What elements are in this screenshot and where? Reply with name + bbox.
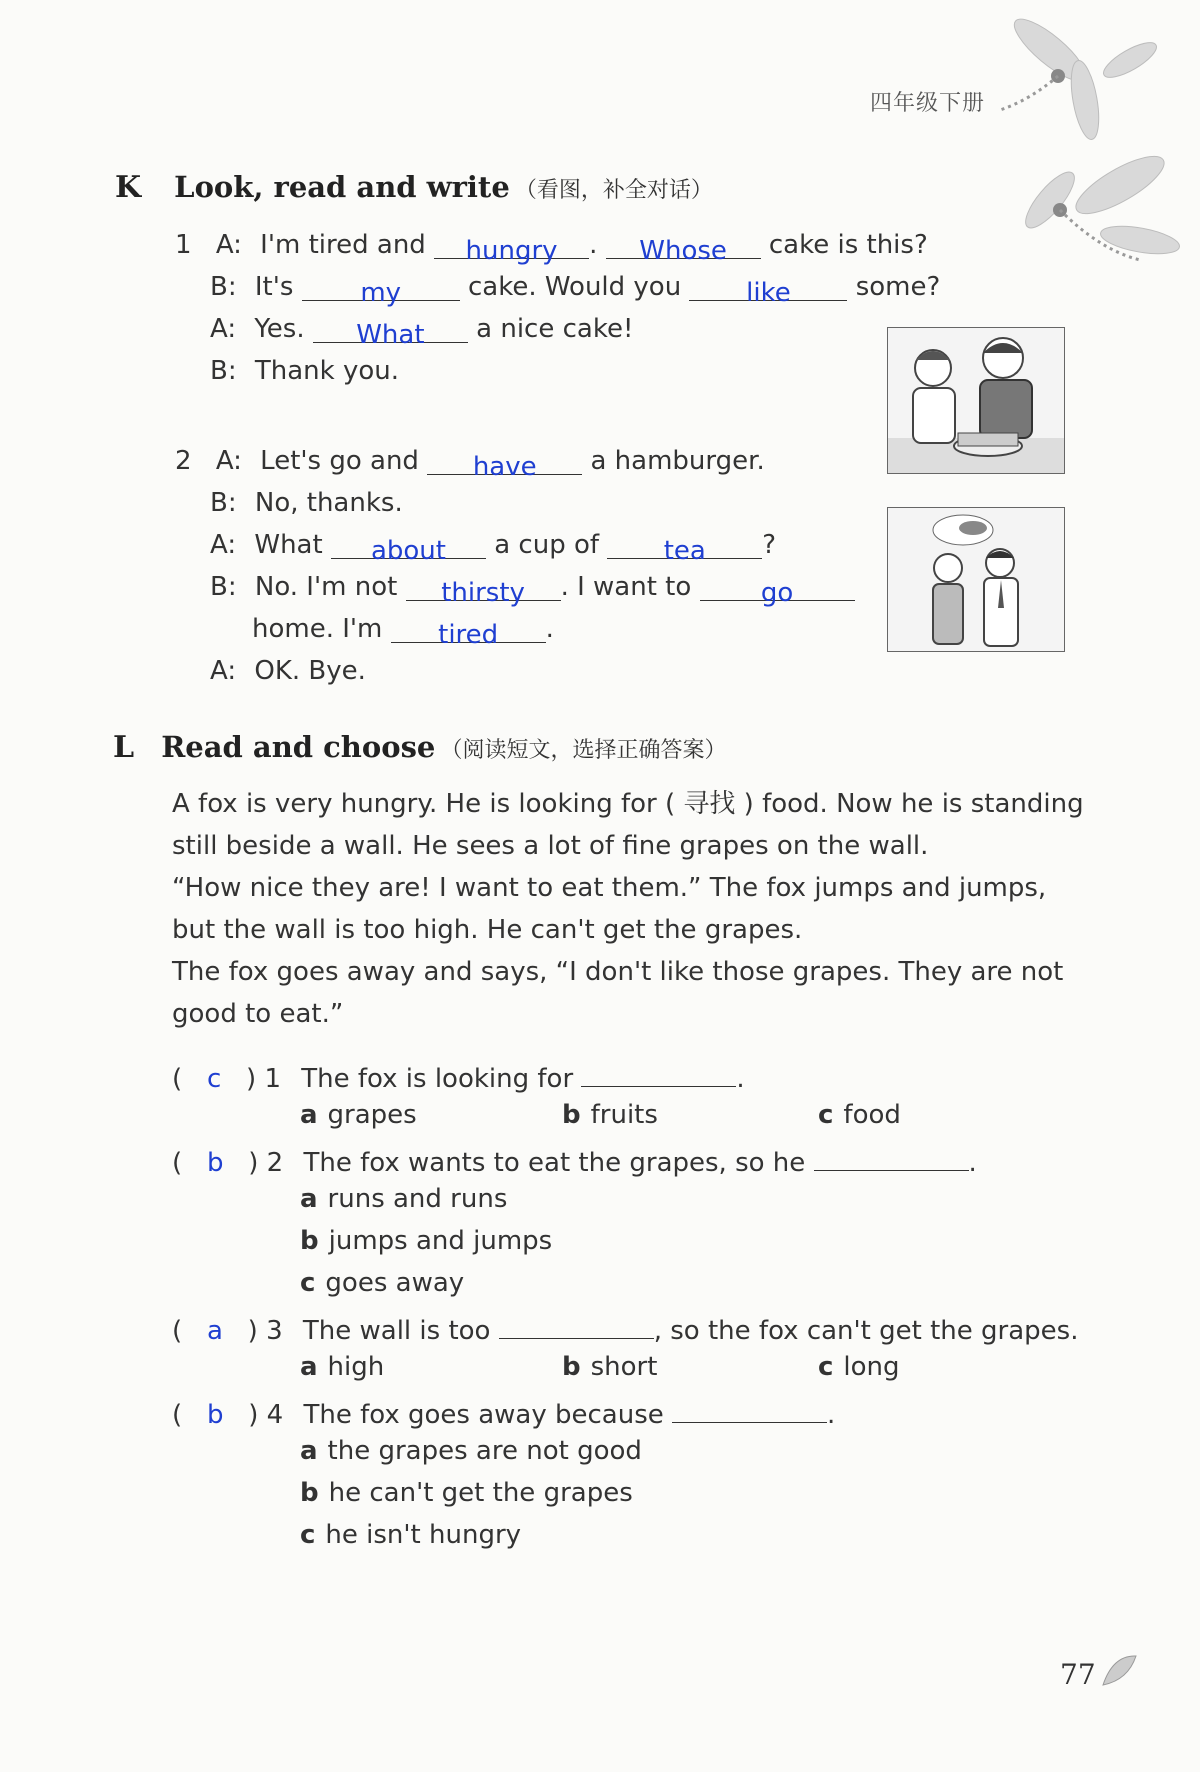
answer-blank[interactable]: [606, 230, 761, 266]
option-text: grapes: [327, 1100, 417, 1130]
answer-choice: b: [206, 1148, 224, 1178]
speaker-label: B:: [210, 356, 237, 386]
dialogue2-line3: [210, 530, 777, 566]
option-text: he isn't hungry: [325, 1520, 522, 1550]
section-l-heading: [113, 730, 726, 765]
section-l-title: Read and choose: [161, 730, 436, 764]
question-blank: [581, 1058, 736, 1087]
question-number: 1: [264, 1064, 281, 1094]
option-letter: c: [818, 1352, 834, 1382]
speaker-label: A:: [215, 230, 242, 260]
dialogue2-line4: [210, 572, 855, 608]
dialogue-text: cake is this?: [768, 230, 928, 260]
option-text: short: [590, 1352, 658, 1382]
answer-text: about: [370, 536, 446, 566]
passage-line: The fox goes away and says, “I don't like those grapes. They are not: [172, 957, 1064, 987]
question-3: [172, 1310, 1078, 1346]
dialogue-text: a nice cake!: [476, 314, 634, 344]
option-b[interactable]: [562, 1352, 657, 1382]
answer-blank[interactable]: [302, 272, 460, 308]
question-text: The wall is too: [302, 1316, 491, 1346]
answer-choice: c: [206, 1064, 222, 1094]
answer-blank[interactable]: [689, 272, 847, 308]
answer-text: go: [760, 578, 794, 608]
answer-choice: a: [206, 1316, 223, 1346]
option-a[interactable]: [300, 1184, 507, 1214]
question-4: [172, 1394, 835, 1430]
reading-passage: [172, 783, 1084, 1035]
passage-line: A fox is very hungry. He is looking for ( 寻找 ) food. Now he is standing: [172, 789, 1084, 819]
section-l-letter: L: [113, 730, 135, 765]
dialogue-text: some?: [855, 272, 941, 302]
option-text: jumps and jumps: [328, 1226, 553, 1256]
dialogue-text: .: [589, 230, 598, 260]
section-k-subtitle: （看图，补全对话）: [514, 178, 713, 203]
dialogue-text: OK. Bye.: [254, 656, 366, 686]
dialogue-text: No, thanks.: [254, 488, 403, 518]
option-letter: b: [300, 1226, 319, 1256]
section-k-heading: [115, 170, 713, 205]
answer-text: What: [356, 320, 425, 350]
answer-text: thirsty: [441, 578, 525, 608]
question-number: 3: [266, 1316, 283, 1346]
grade-label: 四年级下册: [870, 91, 986, 116]
answer-blank[interactable]: [313, 314, 468, 350]
leaf-decoration-icon: [1098, 1650, 1138, 1690]
dialogue2-line6: [210, 656, 366, 686]
dialogue-text: . I want to: [560, 572, 692, 602]
answer-text: tea: [663, 536, 706, 566]
speaker-label: A:: [210, 530, 237, 560]
dialogue2-line2: [210, 488, 403, 518]
dialogue-text: I'm tired and: [260, 230, 426, 260]
page-number: 77: [1060, 1658, 1096, 1691]
option-a[interactable]: [300, 1100, 417, 1130]
answer-paren[interactable]: ( b ): [172, 1400, 259, 1430]
dialogue-text: .: [545, 614, 554, 644]
dialogue-text: cake. Would you: [467, 272, 682, 302]
cake-illustration: [887, 327, 1065, 474]
dialogue-text: It's: [254, 272, 294, 302]
section-l-subtitle: （阅读短文，选择正确答案）: [440, 738, 727, 763]
option-text: he can't get the grapes: [328, 1478, 633, 1508]
dialogue2-number: 2: [175, 446, 192, 476]
dialogue1-line2: [210, 272, 941, 308]
dialogue-text: ?: [762, 530, 777, 560]
question-number: 2: [266, 1148, 284, 1178]
answer-paren[interactable]: ( c ): [172, 1064, 257, 1094]
dialogue1-number: 1: [175, 230, 192, 260]
option-a[interactable]: [300, 1352, 384, 1382]
answer-paren[interactable]: ( b ): [172, 1148, 259, 1178]
option-c[interactable]: [300, 1520, 521, 1550]
option-letter: c: [300, 1520, 316, 1550]
option-letter: a: [300, 1436, 318, 1466]
option-text: fruits: [590, 1100, 658, 1130]
answer-blank[interactable]: [427, 446, 582, 482]
dialogue1-line4: [210, 356, 399, 386]
question-end: , so the fox can't get the grapes.: [653, 1316, 1079, 1346]
speaker-label: A:: [215, 446, 242, 476]
option-text: goes away: [325, 1268, 465, 1298]
section-k-title: Look, read and write: [174, 170, 510, 204]
dialogue-text: Let's go and: [260, 446, 419, 476]
dialogue2-line5: [252, 614, 554, 650]
speaker-label: B:: [210, 572, 237, 602]
question-blank: [814, 1142, 969, 1171]
dialogue2-line1: [175, 446, 765, 482]
dialogue-text: home. I'm: [252, 614, 383, 644]
question-text: The fox wants to eat the grapes, so he: [303, 1148, 806, 1178]
answer-paren[interactable]: ( a ): [172, 1316, 258, 1346]
option-letter: b: [300, 1478, 319, 1508]
answer-text: like: [746, 278, 791, 308]
answer-text: tired: [438, 620, 499, 650]
answer-text: Whose: [639, 236, 727, 266]
question-end: .: [827, 1400, 836, 1430]
question-text: The fox is looking for: [301, 1064, 574, 1094]
men-talking-image: [888, 508, 1064, 651]
answer-blank[interactable]: [700, 572, 855, 608]
question-end: .: [736, 1064, 745, 1094]
question-blank: [672, 1394, 827, 1423]
section-k-letter: K: [115, 170, 142, 205]
dialogue-text: Yes.: [254, 314, 305, 344]
answer-choice: b: [206, 1400, 224, 1430]
question-number: 4: [266, 1400, 284, 1430]
dialogue-text: a cup of: [494, 530, 600, 560]
option-letter: a: [300, 1352, 318, 1382]
option-letter: b: [562, 1100, 581, 1130]
option-text: the grapes are not good: [327, 1436, 642, 1466]
dialogue-text: No. I'm not: [254, 572, 398, 602]
question-end: .: [968, 1148, 977, 1178]
boys-with-cake-image: [888, 328, 1064, 473]
answer-blank[interactable]: [434, 230, 589, 266]
speaker-label: B:: [210, 272, 237, 302]
dialogue-text: What: [254, 530, 323, 560]
option-letter: a: [300, 1100, 318, 1130]
option-text: food: [843, 1100, 901, 1130]
speaker-label: B:: [210, 488, 237, 518]
hamburger-illustration: [887, 507, 1065, 652]
answer-blank[interactable]: [331, 530, 486, 566]
option-letter: c: [818, 1100, 834, 1130]
speaker-label: A:: [210, 314, 237, 344]
question-1: [172, 1058, 745, 1094]
speaker-label: A:: [210, 656, 237, 686]
dialogue1-line1: [175, 230, 928, 266]
option-b[interactable]: [562, 1100, 658, 1130]
answer-blank[interactable]: [391, 614, 546, 650]
option-b[interactable]: [300, 1478, 633, 1508]
option-letter: b: [562, 1352, 581, 1382]
option-c[interactable]: [300, 1268, 464, 1298]
passage-line: but the wall is too high. He can't get the grapes.: [172, 915, 803, 945]
passage-line: good to eat.”: [172, 999, 344, 1029]
question-2: [172, 1142, 977, 1178]
answer-blank[interactable]: [406, 572, 561, 608]
question-text: The fox goes away because: [303, 1400, 664, 1430]
answer-text: my: [360, 278, 402, 308]
option-letter: a: [300, 1184, 318, 1214]
option-text: high: [327, 1352, 385, 1382]
answer-text: hungry: [465, 236, 558, 266]
option-text: runs and runs: [327, 1184, 508, 1214]
passage-line: “How nice they are! I want to eat them.” The fox jumps and jumps,: [172, 873, 1047, 903]
question-blank: [499, 1310, 654, 1339]
option-c[interactable]: [818, 1100, 901, 1130]
dialogue-text: Thank you.: [254, 356, 400, 386]
answer-text: have: [472, 452, 537, 482]
option-text: long: [843, 1352, 900, 1382]
option-letter: c: [300, 1268, 316, 1298]
dragonfly-decoration-icon: [990, 10, 1190, 290]
option-a[interactable]: [300, 1436, 642, 1466]
option-b[interactable]: [300, 1226, 552, 1256]
dialogue1-line3: [210, 314, 634, 350]
answer-blank[interactable]: [607, 530, 762, 566]
dialogue-text: a hamburger.: [590, 446, 765, 476]
passage-line: still beside a wall. He sees a lot of fine grapes on the wall.: [172, 831, 929, 861]
option-c[interactable]: [818, 1352, 900, 1382]
